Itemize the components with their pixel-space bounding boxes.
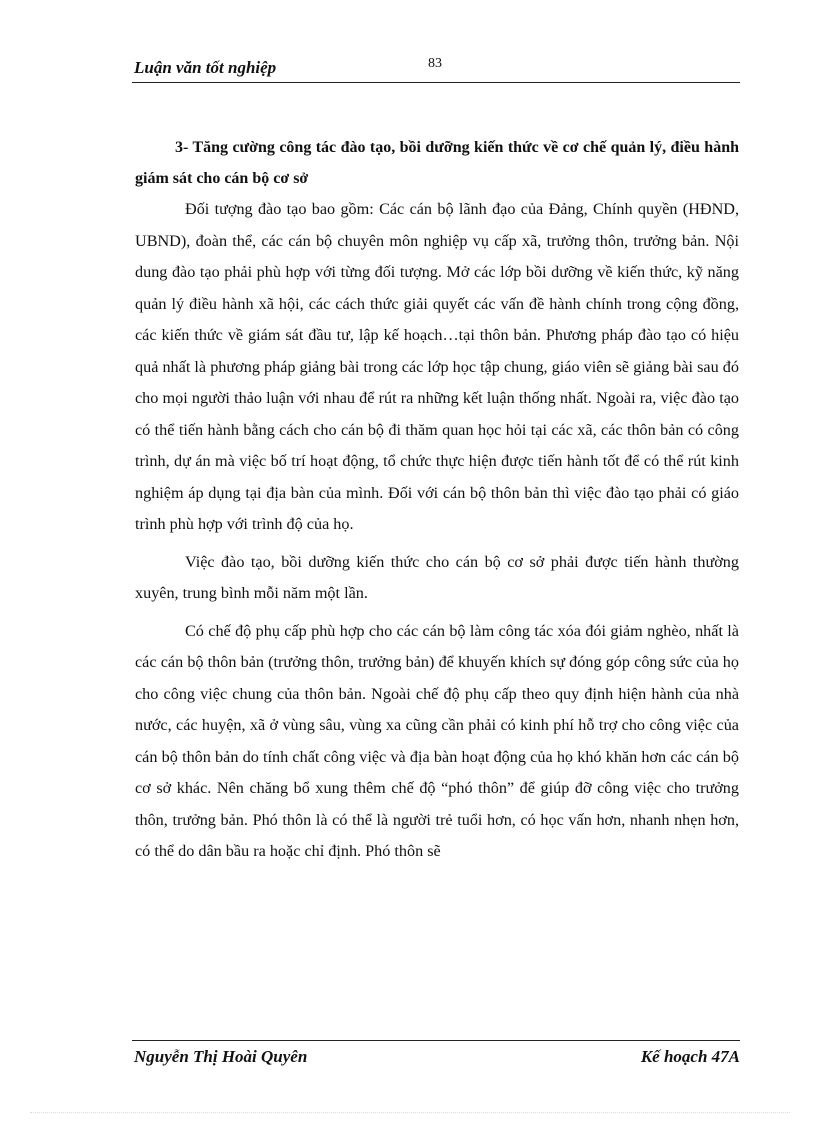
section-heading: 3- Tăng cường công tác đào tạo, bồi dưỡng kiến thức về cơ chế quản lý, điều hành giám sát cho cán bộ cơ sở [135, 139, 739, 187]
page-bottom-edge [30, 1112, 790, 1113]
paragraph-2: Việc đào tạo, bồi dưỡng kiến thức cho cán bộ cơ sở phải được tiến hành thường xuyên, trung bình mỗi năm một lần. [135, 552, 739, 602]
page-header [132, 56, 740, 83]
paragraph-3: Có chế độ phụ cấp phù hợp cho các cán bộ làm công tác xóa đói giảm nghèo, nhất là các cán bộ thôn bản (trưởng thôn, trưởng bản) để khuyến khích sự đóng góp công sức của họ cho công việc chung của thôn bản. Ngoài chế độ phụ cấp theo quy định hiện hành của nhà nước, các huyện, xã ở vùng sâu, vùng xa cũng cần phải có kinh phí hỗ trợ cho công việc của cán bộ thôn bản do tính chất công việc và địa bàn hoạt động của họ khó khăn hơn các cán bộ cơ sở khác. Nên chăng bổ xung thêm chế độ “phó thôn” để giúp đỡ công việc cho trưởng thôn, trưởng bản. Phó thôn là có thể là người trẻ tuổi hơn, có học vấn hơn, nhanh nhẹn hơn, có thể do dân bầu ra hoặc chỉ định. Phó thôn sẽ [135, 621, 739, 860]
page-number: 83 [428, 56, 442, 71]
main-content [135, 132, 739, 868]
page-footer [132, 1040, 740, 1066]
footer-author: Nguyễn Thị Hoài Quyên [134, 1047, 308, 1066]
header-title: Luận văn tốt nghiệp [134, 58, 277, 77]
footer-class: Kế hoạch 47A [640, 1047, 740, 1066]
paragraph-1: Đối tượng đào tạo bao gồm: Các cán bộ lãnh đạo của Đảng, Chính quyền (HĐND, UBND), đoàn thể, các cán bộ chuyên môn nghiệp vụ cấp xã, trưởng thôn, trưởng bản. Nội dung đào tạo phải phù hợp với từng đối tượng. Mở các lớp bồi dưỡng về kiến thức, kỹ năng quản lý điều hành xã hội, các cách thức giải quyết các vấn đề hành chính trong cộng đồng, các kiến thức về giám sát đầu tư, lập kế hoạch…tại thôn bản. Phương pháp đào tạo có hiệu quả nhất là phương pháp giảng bài trong các lớp học tập chung, giáo viên sẽ giảng bài sau đó cho mọi người thảo luận với nhau để rút ra những kết luận thống nhất. Ngoài ra, việc đào tạo có thể tiến hành bằng cách cho cán bộ đi thăm quan học hỏi tại các xã, các thôn bản có công trình, dự án mà việc bố trí hoạt động, tổ chức thực hiện được tiến hành tốt để có thể rút kinh nghiệm áp dụng tại địa bàn của mình. Đối với cán bộ thôn bản thì việc đào tạo phải có giáo trình phù hợp với trình độ của họ. [135, 200, 739, 533]
